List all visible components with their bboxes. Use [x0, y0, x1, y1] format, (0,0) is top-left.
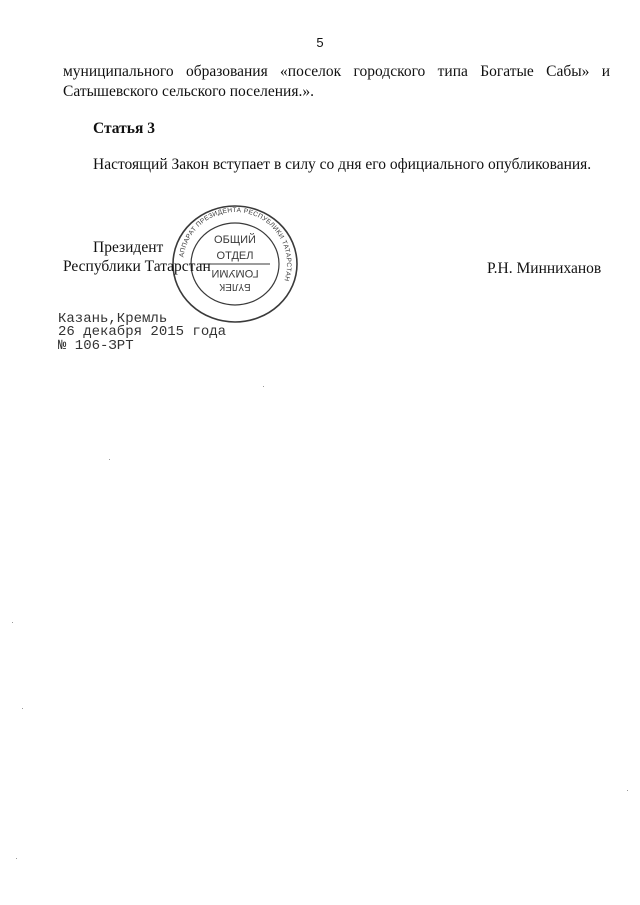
registration-date: 26 декабря 2015 года [58, 324, 227, 340]
stamp-inner-line-3: ГОМУМИ [211, 267, 259, 279]
article-heading: Статья 3 [93, 120, 155, 137]
paragraph-continuation-line-1: муниципального образования «поселок городского типа Богатые Сабы» и [63, 63, 610, 80]
paragraph-continuation-line-2: Сатышевского сельского поселения.». [63, 83, 314, 100]
stamp-outer-text: АППАРАТ ПРЕЗИДЕНТА РЕСПУБЛИКИ ТАТАРСТАН [178, 206, 293, 283]
scan-speck [16, 858, 17, 859]
signatory-name: Р.Н. Минниханов [487, 260, 602, 277]
registration-number: № 106-ЗРТ [58, 338, 134, 354]
scan-speck [12, 622, 13, 623]
stamp-inner-line-2: ОТДЕЛ [216, 250, 254, 262]
article-text: Настоящий Закон вступает в силу со дня его официального опубликования. [93, 156, 592, 173]
signatory-title-line-2: Республики Татарстан [63, 258, 211, 275]
signatory-title-line-1: Президент [93, 239, 164, 256]
stamp-inner-line-4: БҮЛЕК [219, 281, 251, 292]
scan-speck [109, 459, 110, 460]
stamp-inner-line-1: ОБЩИЙ [214, 234, 256, 246]
scan-speck [263, 386, 264, 387]
page-number: 5 [316, 35, 324, 50]
scan-speck [627, 790, 628, 791]
registration-place: Казань,Кремль [58, 311, 168, 327]
scan-speck [22, 708, 23, 709]
